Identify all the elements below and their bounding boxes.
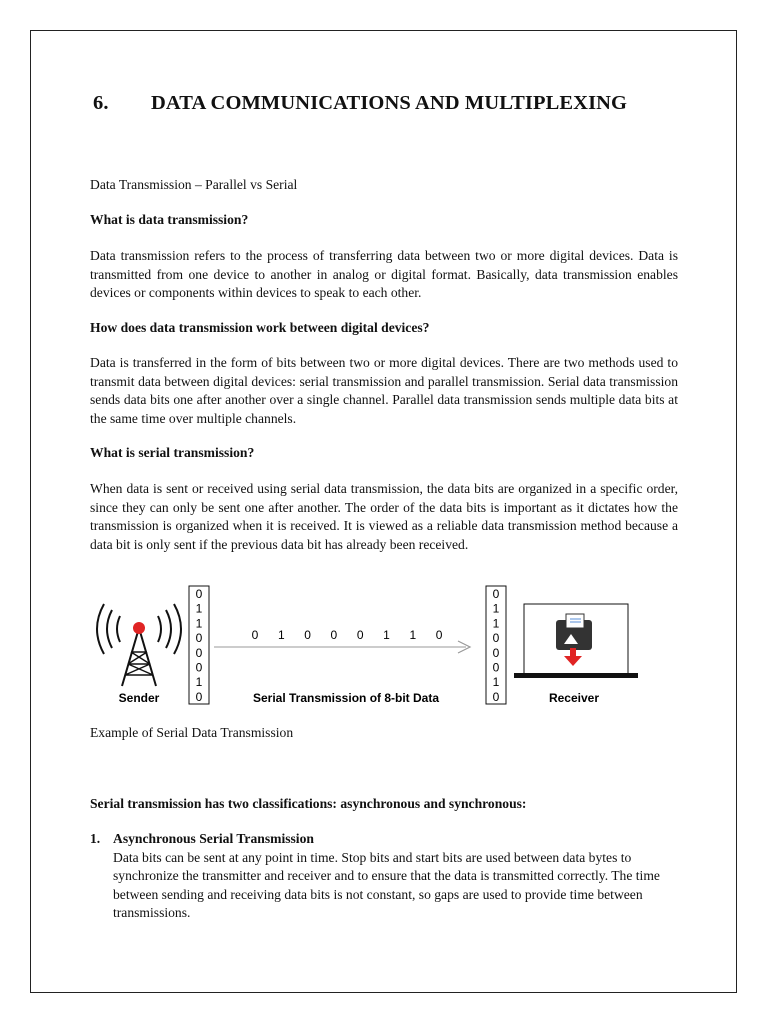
sender-bit: 1 — [195, 601, 203, 616]
classification-list — [90, 830, 680, 923]
stream-bit: 0 — [330, 628, 338, 642]
sender-bit: 0 — [195, 645, 203, 660]
receiver-bit: 1 — [492, 601, 500, 616]
question-2: How does data transmission work between digital devices? — [90, 320, 430, 335]
center-label: Serial Transmission of 8-bit Data — [252, 691, 440, 705]
paragraph-1: Data transmission refers to the process of transferring data between two or more digital devices. Data is transmitted from one device to another in analog or digital format. Basically, data transmission enables devices or components within devices to speak to each other. — [90, 248, 678, 301]
stream-bit: 1 — [383, 628, 390, 642]
list-item-number: 1. — [90, 831, 101, 846]
stream-bit: 1 — [409, 628, 417, 642]
receiver-bit: 0 — [492, 689, 500, 704]
sender-antenna-icon — [97, 604, 181, 686]
stream-bit: 0 — [251, 628, 259, 642]
question-3: What is serial transmission? — [90, 445, 255, 460]
receiver-bit: 0 — [492, 645, 500, 660]
list-item-body: Data bits can be sent at any point in time. Stop bits and start bits are used between data bytes to synchronize the transmitter and receiver and to ensure that the data is transmitted correctly. The time between sending and receiving data bits is not constant, so gaps are used to provide time between transmissions. — [113, 849, 660, 921]
sender-bit: 1 — [195, 675, 203, 690]
sender-bit: 0 — [195, 631, 203, 646]
chapter-heading — [93, 92, 627, 115]
stream-bit: 0 — [435, 628, 443, 642]
chapter-title: DATA COMMUNICATIONS AND MULTIPLEXING — [151, 92, 628, 114]
chapter-number: 6. — [93, 92, 109, 114]
receiver-laptop-icon — [514, 604, 638, 678]
stream-bit: 0 — [304, 628, 311, 642]
classification-heading: Serial transmission has two classifications: asynchronous and synchronous: — [90, 796, 527, 811]
question-1: What is data transmission? — [90, 212, 249, 227]
sender-label: Sender — [118, 691, 160, 705]
receiver-label: Receiver — [548, 691, 600, 705]
sender-bit: 1 — [195, 616, 203, 631]
paragraph-3: When data is sent or received using serial data transmission, the data bits are organized in a specific order, since they can only be sent one after another. The order of the data bits is important as it dictates how the transmission is organized when it is received. It is viewed as a reliable data transmission method because a data bit is only sent if the previous data bit has already been received. — [90, 481, 678, 552]
bit-stream — [252, 628, 443, 642]
receiver-bits — [493, 587, 500, 704]
figure-caption: Example of Serial Data Transmission — [90, 725, 294, 740]
sender-bit: 0 — [195, 689, 203, 704]
stream-bit: 1 — [277, 628, 285, 642]
receiver-bit: 0 — [492, 631, 500, 646]
subtitle: Data Transmission – Parallel vs Serial — [90, 177, 298, 192]
receiver-bit: 1 — [492, 675, 500, 690]
sender-bit: 0 — [195, 660, 203, 675]
stream-bit: 0 — [356, 628, 364, 642]
receiver-bit: 0 — [492, 587, 500, 601]
sender-bit: 0 — [195, 587, 203, 601]
list-item-title: Asynchronous Serial Transmission — [113, 831, 314, 846]
serial-transmission-figure — [86, 584, 646, 710]
sender-bits — [196, 587, 203, 704]
paragraph-2: Data is transferred in the form of bits between two or more digital devices. There are two methods used to transmit data between digital devices: serial transmission and parallel transmission. Serial data transmission sends data bits one after another over a single channel. Parallel data transmission sends multiple data bits at the same time over multiple channels. — [90, 355, 678, 426]
list-item — [90, 830, 680, 923]
receiver-bit: 1 — [492, 616, 500, 631]
receiver-bit: 0 — [492, 660, 500, 675]
